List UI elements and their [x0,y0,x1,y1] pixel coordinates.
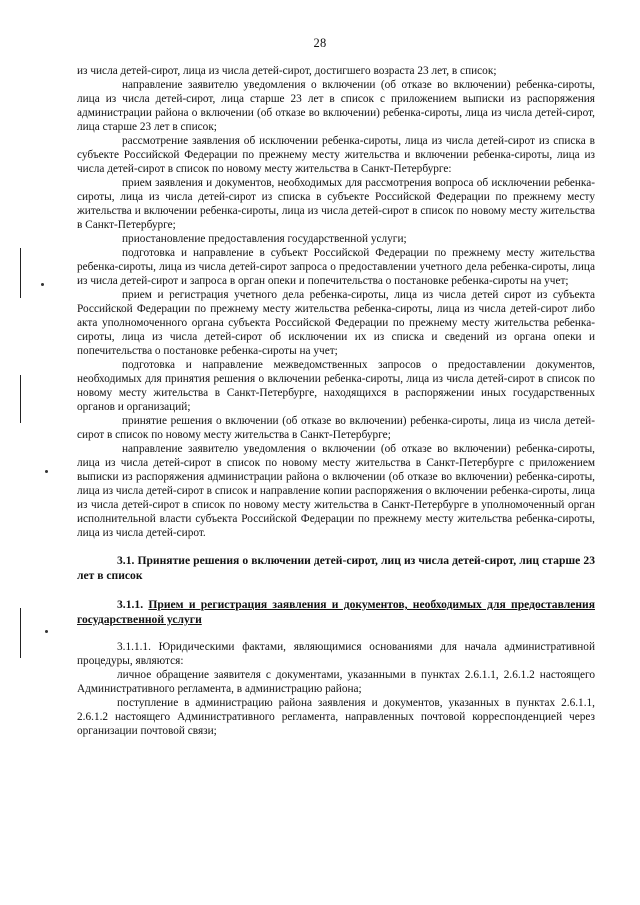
margin-line [20,608,21,658]
page-number: 28 [313,36,327,50]
margin-dot [41,283,44,286]
margin-dot [45,630,48,633]
margin-line [20,248,21,298]
paragraph: из числа детей-сирот, лица из числа детей-сирот, достигшего возраста 23 лет, в список; [77,65,497,77]
section-heading-3-1: 3.1. Принятие решения о включении детей-сирот, лиц из числа детей-сирот, лиц старше 23 лет в список [77,554,595,582]
paragraph: приостановление предоставления государственной услуги; [122,233,407,245]
paragraph: прием заявления и документов, необходимых для рассмотрения вопроса об исключении ребенка-сироты, лица из числа детей-сирот из списка в субъекте Российской Федерации по прежнему месту жительства и включении ребенка-сироты, лица из числа детей-сирот в список по новому месту жительства в Санкт-Петербурге; [77,177,595,231]
margin-dot [45,470,48,473]
heading-number: 3.1.1. [117,598,144,611]
paragraph: личное обращение заявителя с документами, указанными в пунктах 2.6.1.1, 2.6.1.2 настоящего Административного регламента, в администрацию района; [77,669,595,695]
paragraph: рассмотрение заявления об исключении ребенка-сироты, лица из числа детей-сирот из списка в субъекте Российской Федерации по прежнему месту жительства и включении ребенка-сироты, лица из числа детей-сирот в список по новому месту жительства в Санкт-Петербурге: [77,135,595,175]
margin-line [20,375,21,423]
paragraph: поступление в администрацию района заявления и документов, указанных в пунктах 2.6.1.1, 2.6.1.2 настоящего Административного регламента, направленных почтовой корреспонденцией через организации почтовой связи; [77,697,595,737]
paragraph: прием и регистрация учетного дела ребенка-сироты, лица из числа детей сирот из субъекта Российской Федерации по прежнему месту жительства ребенка-сироты, лица из числа детей-сирот либо акта уполномоченного органа субъекта Российской Федерации по прежнему месту жительства ребенка-сироты, лица из числа детей-сирот об исключении их из списка и сведений из органа опеки и попечительства о постановке ребенка-сироты на учет; [77,289,595,357]
heading-text: Прием и регистрация заявления и документов, необходимых для предоставления государственной услуги [77,598,595,626]
paragraph: подготовка и направление в субъект Российской Федерации по прежнему месту жительства ребенка-сироты, лица из числа детей-сирот запроса о предоставлении учетного дела ребенка-сироты, лица из числа детей-сирот и запроса в орган опеки и попечительства о постановке ребенка-сироты на учет; [77,247,595,287]
paragraph: принятие решения о включении (об отказе во включении) ребенка-сироты, лица из числа детей-сирот в список по новому месту жительства в Санкт-Петербурге; [77,415,595,441]
paragraph: 3.1.1.1. Юридическими фактами, являющимися основаниями для начала административной процедуры, являются: [77,641,595,667]
section-heading-3-1-1 [77,597,595,627]
paragraph: направление заявителю уведомления о включении (об отказе во включении) ребенка-сироты, лица из числа детей-сирот в список по новому месту жительства в Санкт-Петербурге с приложением выписки из распоряжения администрации района о включении (об отказе во включении) ребенка-сироты, лица из числа детей-сирот в список и направление копии распоряжения о включении ребенка-сироты, лица из числа детей-сирот в список по новому месту жительства в Санкт-Петербурге в уполномоченный орган исполнительной власти субъекта Российской Федерации по прежнему месту жительства ребенка-сироты, лица из числа детей-сирот. [77,443,595,539]
document-body [77,64,595,738]
paragraph: подготовка и направление межведомственных запросов о предоставлении документов, необходимых для принятия решения о включении ребенка-сироты, лица из числа детей-сирот в список по новому месту жительства в Санкт-Петербурге, находящихся в распоряжении иных государственных органов и организаций; [77,359,595,413]
paragraph: направление заявителю уведомления о включении (об отказе во включении) ребенка-сироты, лица из числа детей-сирот, лица старше 23 лет в список с приложением выписки из распоряжения администрации района о включении (об отказе во включении) ребенка-сироты, лица из числа детей-сирот, лица старше 23 лет в список; [77,79,595,133]
